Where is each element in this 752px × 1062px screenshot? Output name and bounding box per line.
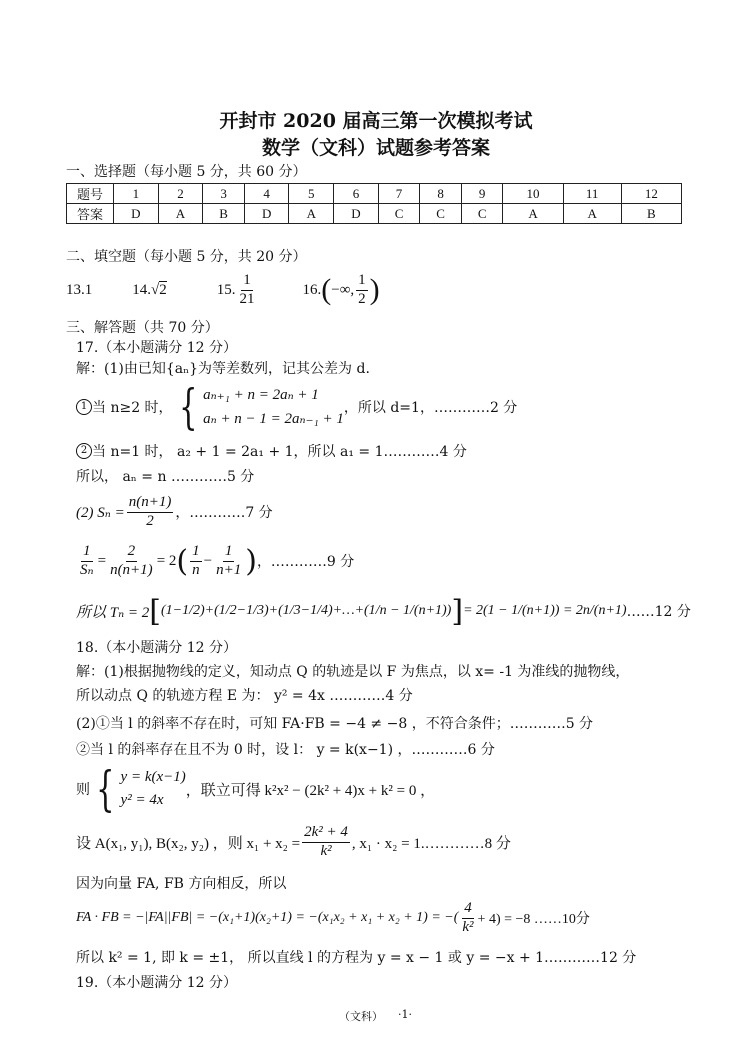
table-cell: A — [563, 204, 621, 224]
vieta-fraction — [302, 824, 350, 860]
equation-system — [203, 383, 344, 431]
p17-line1: 解：(1)由已知{aₙ}为等差数列，记其公差为 d. — [76, 361, 370, 377]
tn-telescoping-sum: (1−1/2)+(1/2−1/3)+(1/3−1/4)+…+(1/n − 1/(n+1)) — [161, 603, 452, 618]
table-cell-label: 题号 — [67, 184, 114, 204]
table-cell: D — [244, 204, 289, 224]
section1-heading: 一、选择题（每小题 5 分，共 60 分） — [66, 164, 307, 180]
p18-line4: ②当 l 的斜率存在且不为 0 时，设 l： y = k(x−1) ，…………6 分 — [76, 742, 495, 758]
problem17-heading: 17.（本小题满分 12 分） — [76, 340, 237, 356]
table-cell: 7 — [378, 184, 420, 204]
table-cell: 3 — [203, 184, 245, 204]
p18-system — [76, 761, 436, 817]
fill-in-answers — [66, 268, 380, 312]
table-cell: 11 — [563, 184, 621, 204]
circled-number-2: 2 — [76, 443, 92, 459]
table-cell: C — [420, 204, 462, 224]
fraction-denominator: n(n+1) — [110, 561, 153, 578]
table-cell: 4 — [244, 184, 289, 204]
fraction-numerator: 4 — [462, 900, 474, 918]
sn-label: (2) Sₙ = — [76, 504, 125, 521]
dot-product-expansion: FA · FB = −|FA||FB| = −(x₁+1)(x₂+1) = −(x₁x₂ + x₁ + x₂ + 1) = −( — [76, 910, 459, 925]
equals-two: = 2 — [156, 552, 177, 569]
answer-16-interval: −∞, — [331, 281, 355, 298]
reciprocal-fraction — [78, 543, 96, 579]
p18-vieta-product: , x₁ · x₂ = 1.…………8 分 — [351, 835, 511, 852]
table-cell: A — [503, 204, 563, 224]
answer-15-label: 15. — [216, 281, 236, 298]
close-paren: ) — [245, 543, 257, 579]
fraction-denominator: 2 — [146, 512, 154, 529]
table-cell: B — [203, 204, 245, 224]
table-cell: C — [461, 204, 503, 224]
dot-product-result: + 4) = −8 ……10分 — [477, 912, 590, 927]
p18-line9: 所以 k² = 1, 即 k = ±1， 所以直线 l 的方程为 y = x − 1 或 y = −x + 1…………12 分 — [76, 950, 637, 966]
p18-vieta — [76, 820, 511, 864]
fraction-numerator: 2k² + 4 — [302, 824, 350, 842]
open-paren: ( — [321, 273, 332, 306]
table-cell: 1 — [114, 184, 159, 204]
equation-line: y² = 4x — [120, 792, 164, 808]
p17-sn-formula — [76, 490, 273, 534]
section3-heading: 三、解答题（共 70 分） — [66, 320, 219, 336]
fraction-numerator: 1 — [223, 543, 235, 561]
answer-13: 13.1 — [66, 281, 93, 298]
fraction-numerator: 2 — [126, 543, 138, 561]
fraction-one-over-n-plus-1 — [214, 543, 243, 579]
fraction-denominator: Sₙ — [80, 561, 94, 578]
fraction-denominator: n — [192, 561, 200, 578]
page-number: ·1· — [398, 1008, 412, 1021]
table-cell-label: 答案 — [67, 204, 114, 224]
section2-heading: 二、填空题（每小题 5 分，共 20 分） — [66, 249, 307, 265]
equation-system — [121, 766, 186, 812]
p17-reciprocal-formula — [76, 538, 354, 584]
answer-14-radicand: 2 — [159, 282, 167, 298]
table-cell: D — [114, 204, 159, 224]
answer-16-label: 16. — [302, 281, 322, 298]
left-brace: { — [96, 761, 115, 817]
p17-case2 — [76, 441, 467, 461]
table-row-numbers — [67, 184, 682, 204]
open-paren: ( — [176, 543, 189, 579]
table-cell: 9 — [461, 184, 503, 204]
fraction-one-over-n — [190, 543, 202, 579]
close-bracket: ] — [451, 593, 464, 629]
p17-case1 — [76, 381, 517, 433]
p18-dot-product — [76, 897, 590, 939]
tn-result: = 2(1 − 1/(n+1)) = 2n/(n+1) — [463, 603, 627, 618]
answer-15-fraction — [237, 272, 256, 308]
minus-sign: − — [203, 552, 213, 569]
sqrt-symbol: √ — [151, 281, 160, 298]
equals-sign: = — [97, 552, 107, 569]
fraction-numerator: 1 — [190, 543, 202, 561]
table-cell: 2 — [158, 184, 203, 204]
p18-line2: 所以动点 Q 的轨迹方程 E 为： y² = 4x …………4 分 — [76, 688, 413, 704]
exam-subtitle: 数学（文科）试题参考答案 — [261, 137, 490, 159]
sn-fraction — [127, 494, 174, 530]
p18-line7: 因为向量 FA, FB 方向相反，所以 — [76, 876, 287, 892]
close-paren: ) — [369, 273, 380, 306]
fraction-numerator: 1 — [81, 543, 93, 561]
reciprocal-score: ，…………9 分 — [256, 554, 355, 570]
footer-subject: （文科） — [339, 1010, 383, 1023]
sn-score: ，…………7 分 — [175, 505, 273, 521]
p18-vieta-sum: 设 A(x₁, y₁), B(x₂, y₂) ，则 x₁ + x₂ = — [76, 835, 301, 852]
equation-line: y = k(x−1) — [120, 769, 186, 785]
table-cell: 12 — [621, 184, 681, 204]
answer-16-fraction — [356, 272, 368, 308]
table-cell: 8 — [420, 184, 462, 204]
equation-line: aₙ₊₁ + n = 2aₙ + 1 — [203, 387, 319, 403]
p17-case1-label: 当 n≥2 时， — [92, 400, 173, 416]
problem19-heading: 19.（本小题满分 12 分） — [76, 975, 237, 991]
table-cell: A — [289, 204, 334, 224]
table-row-answers — [67, 204, 682, 224]
p17-case1-result: ，所以 d=1，…………2 分 — [343, 400, 518, 416]
exam-title: 开封市 2020 届高三第一次模拟考试 — [219, 110, 533, 132]
p18-then-label: 则 — [76, 782, 90, 798]
fraction-denominator: k² — [462, 918, 474, 935]
table-cell: 5 — [289, 184, 334, 204]
table-cell: B — [621, 204, 681, 224]
left-brace: { — [178, 379, 197, 435]
p18-line1: 解：(1)根据抛物线的定义，知动点 Q 的轨迹是以 F 为焦点，以 x= -1 为准线的抛物线， — [76, 664, 630, 680]
table-cell: 10 — [503, 184, 563, 204]
problem18-heading: 18.（本小题满分 12 分） — [76, 640, 237, 656]
table-cell: D — [334, 204, 379, 224]
table-cell: A — [158, 204, 203, 224]
p17-line4: 所以， aₙ = n …………5 分 — [76, 469, 255, 485]
fraction-denominator: k² — [320, 842, 332, 859]
answer-14-label: 14. — [132, 281, 151, 298]
p18-line3: (2)①当 l 的斜率不存在时，可知 FA·FB = −4 ≠ −8 ，不符合条件；…………5 分 — [76, 716, 594, 732]
fraction-denominator: 21 — [239, 290, 255, 307]
answer-table — [66, 183, 682, 224]
fraction-denominator: 2 — [358, 290, 366, 307]
p17-tn-formula — [76, 594, 691, 628]
tn-label: 所以 Tₙ = 2 — [76, 604, 150, 621]
fraction-two-over — [108, 543, 155, 579]
p17-case2-text: 当 n=1 时， a₂ + 1 = 2a₁ + 1，所以 a₁ = 1…………4 分 — [92, 444, 467, 460]
equation-line: aₙ + n − 1 = 2aₙ₋₁ + 1 — [203, 411, 344, 427]
tn-score: ……12 分 — [626, 604, 691, 620]
table-cell: C — [378, 204, 420, 224]
fraction-denominator: n+1 — [216, 561, 242, 578]
fraction-numerator: 1 — [356, 272, 368, 290]
open-bracket: [ — [149, 593, 162, 629]
circled-number-1: 1 — [76, 399, 92, 415]
fraction-numerator: 1 — [241, 272, 253, 290]
fraction-numerator: n(n+1) — [127, 494, 174, 512]
p18-combined-equation: ，联立可得 k²x² − (2k² + 4)x + k² = 0 ， — [185, 782, 436, 799]
table-cell: 6 — [334, 184, 379, 204]
dot-product-fraction — [460, 900, 475, 936]
